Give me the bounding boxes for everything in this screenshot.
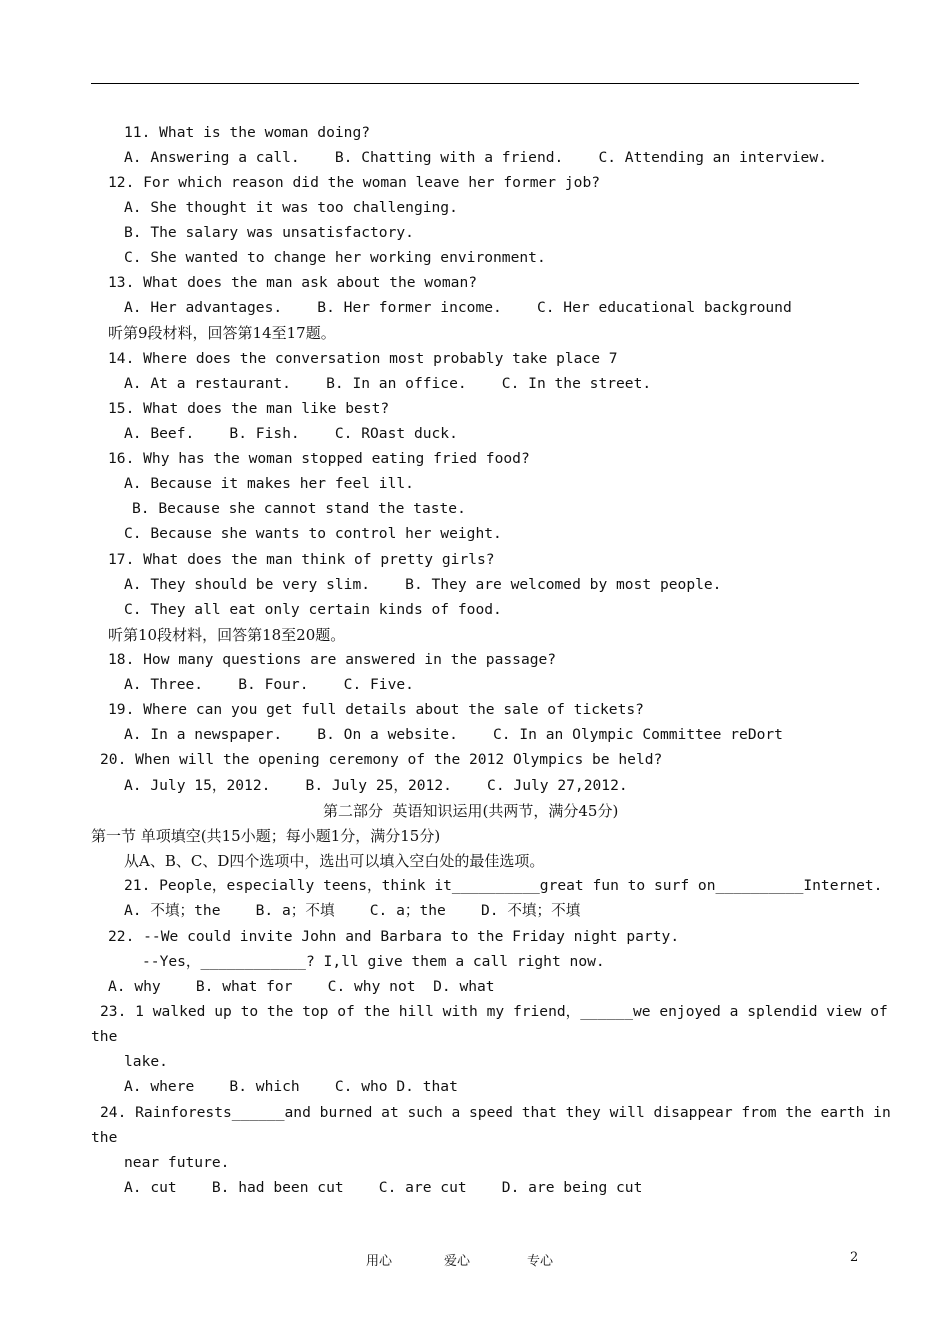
- text-line: A. 不填；the B. a；不填 C. a；the D. 不填；不填: [124, 902, 581, 919]
- text-line: 24. Rainforests______and burned at such a speed that they will disappear from the earth in: [100, 1104, 891, 1121]
- text-line: 第一节 单项填空(共15小题；每小题1分，满分15分): [91, 827, 441, 845]
- header-rule: [91, 83, 859, 84]
- text-line: 17. What does the man think of pretty girls?: [108, 551, 495, 568]
- text-line: A. She thought it was too challenging.: [124, 199, 458, 216]
- text-line: near future.: [124, 1154, 230, 1171]
- text-line: 15. What does the man like best?: [108, 400, 390, 417]
- text-line: 22. --We could invite John and Barbara to the Friday night party.: [108, 928, 680, 945]
- text-line: 第二部分 英语知识运用(共两节，满分45分): [323, 802, 619, 820]
- text-line: 21. People，especially teens，think it__________great fun to surf on__________Internet.: [124, 877, 883, 894]
- text-line: C. Because she wants to control her weight.: [124, 525, 502, 542]
- text-line: A. At a restaurant. B. In an office. C. In the street.: [124, 375, 652, 392]
- text-line: C. She wanted to change her working environment.: [124, 249, 546, 266]
- text-line: 18. How many questions are answered in the passage?: [108, 651, 557, 668]
- text-line: 13. What does the man ask about the woman?: [108, 274, 478, 291]
- text-line: --Yes，____________? I,ll give them a call right now.: [142, 953, 605, 970]
- text-line: A. Because it makes her feel ill.: [124, 475, 414, 492]
- text-line: 从A、B、C、D四个选项中，选出可以填入空白处的最佳选项。: [124, 852, 545, 870]
- text-line: 19. Where can you get full details about the sale of tickets?: [108, 701, 644, 718]
- text-line: A. why B. what for C. why not D. what: [108, 978, 495, 995]
- text-line: 14. Where does the conversation most probably take place 7: [108, 350, 618, 367]
- text-line: C. They all eat only certain kinds of food.: [124, 601, 502, 618]
- text-line: B. Because she cannot stand the taste.: [132, 500, 466, 517]
- text-line: 20. When will the opening ceremony of the 2012 Olympics be held?: [100, 751, 663, 768]
- text-line: A. July 15，2012. B. July 25，2012. C. July 27,2012.: [124, 777, 628, 794]
- text-line: the: [91, 1129, 118, 1146]
- text-line: B. The salary was unsatisfactory.: [124, 224, 414, 241]
- text-line: A. Her advantages. B. Her former income. C. Her educational background: [124, 299, 792, 316]
- text-line: 16. Why has the woman stopped eating fried food?: [108, 450, 530, 467]
- text-line: A. Beef. B. Fish. C. ROast duck.: [124, 425, 458, 442]
- text-line: A. They should be very slim. B. They are welcomed by most people.: [124, 576, 722, 593]
- text-line: 11. What is the woman doing?: [124, 124, 371, 141]
- footer-right: 专心: [527, 1254, 554, 1269]
- text-line: 听第9段材料，回答第14至17题。: [108, 324, 336, 342]
- text-line: the: [91, 1028, 118, 1045]
- page-number: 2: [850, 1250, 859, 1265]
- text-line: A. where B. which C. who D. that: [124, 1078, 458, 1095]
- footer-left: 用心: [366, 1254, 393, 1269]
- text-line: A. In a newspaper. B. On a website. C. In an Olympic Committee reDort: [124, 726, 783, 743]
- text-line: A. Three. B. Four. C. Five.: [124, 676, 414, 693]
- text-line: A. Answering a call. B. Chatting with a friend. C. Attending an interview.: [124, 149, 827, 166]
- footer-middle: 爱心: [444, 1254, 471, 1269]
- text-line: 23. 1 walked up to the top of the hill with my friend，______we enjoyed a splendid view of: [100, 1003, 888, 1020]
- text-line: 听第10段材料，回答第18至20题。: [108, 626, 346, 644]
- text-line: 12. For which reason did the woman leave her former job?: [108, 174, 601, 191]
- text-line: A. cut B. had been cut C. are cut D. are being cut: [124, 1179, 643, 1196]
- text-line: lake.: [124, 1053, 168, 1070]
